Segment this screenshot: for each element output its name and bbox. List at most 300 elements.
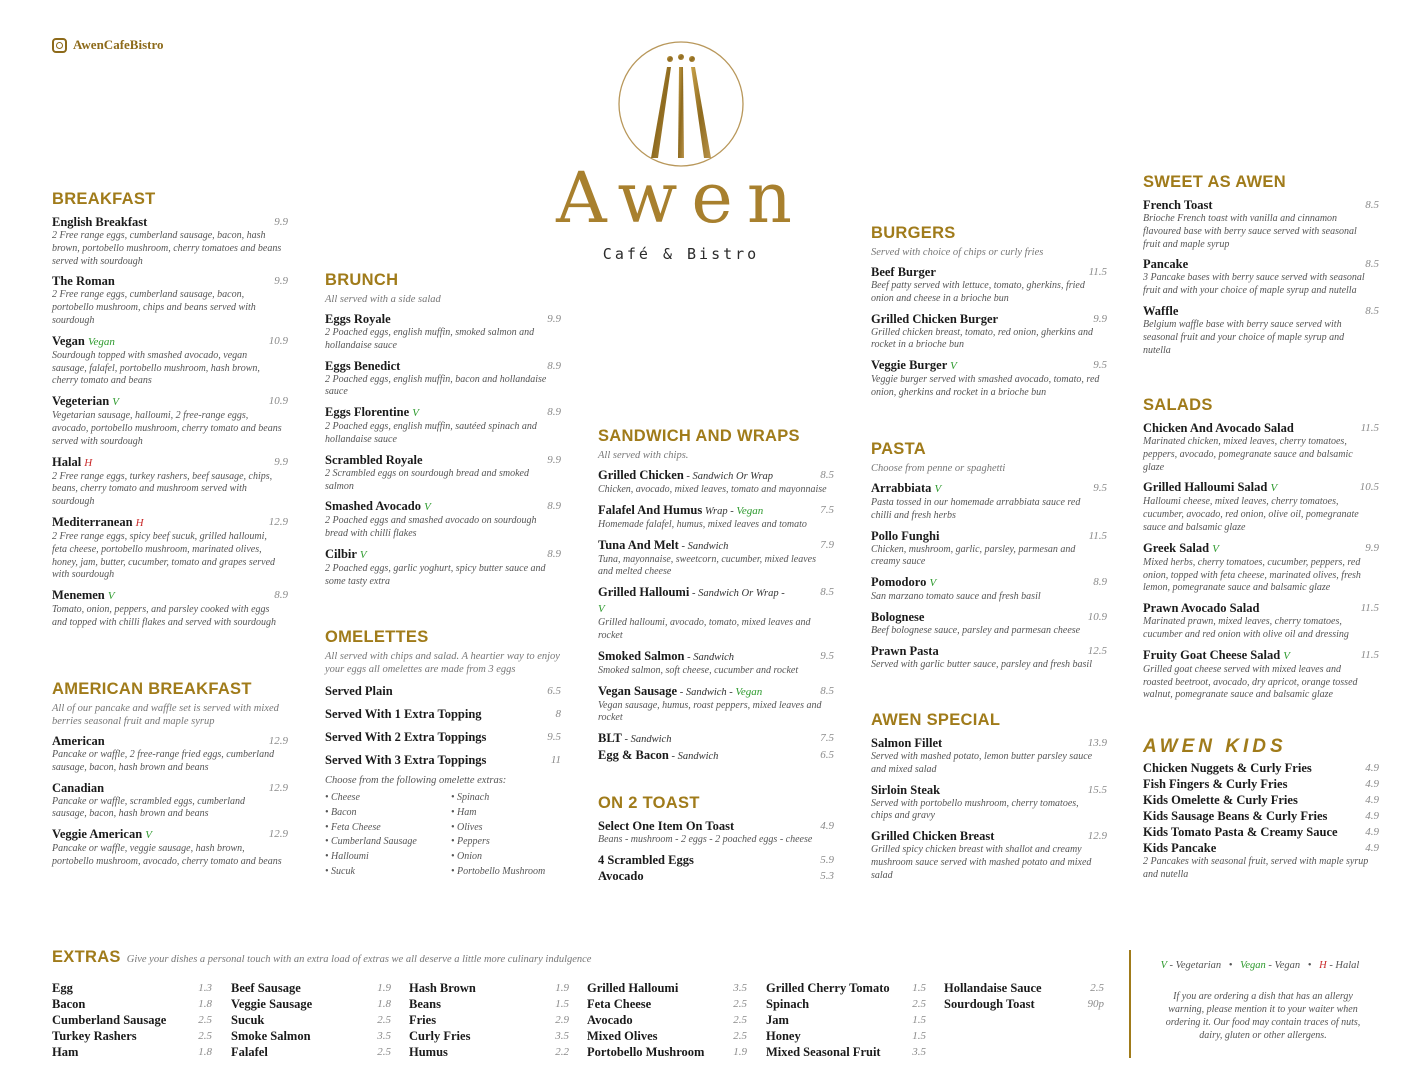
item-name: Menemen (52, 588, 105, 603)
item-price: 11.5 (1360, 422, 1379, 434)
section-note: All served with chips and salad. A heartier way to enjoy your eggs all omelettes are made from 3 eggs (325, 651, 560, 675)
item-price: 4.9 (1365, 810, 1379, 822)
menu-item (598, 819, 834, 847)
halal-key: H (1319, 960, 1327, 971)
extra-name: Humus (409, 1045, 448, 1059)
section-title: SWEET AS AWEN (1143, 173, 1286, 191)
item-desc: Halloumi cheese, mixed leaves, cherry tomatoes, cucumber, avocado, red onion, olive oil, pomegranate sauce and balsamic glaze (1143, 496, 1359, 533)
item-price: 13.9 (1087, 737, 1107, 749)
item-name: Grilled Halloumi (598, 585, 690, 600)
item-name: Served With 3 Extra Toppings (325, 753, 487, 767)
vegetarian-badge: V (598, 603, 605, 616)
item-name: Kids Pancake (1143, 841, 1217, 855)
item-desc: Beans - mushroom - 2 eggs - 2 poached eggs - cheese (598, 834, 813, 845)
item-desc: 2 Free range eggs, turkey rashers, beef sausage, chips, beans, cherry tomato and mushroom served with sourdough (52, 470, 273, 508)
extra-name: Hollandaise Sauce (944, 981, 1042, 995)
menu-item (325, 753, 561, 768)
item-desc: 3 Pancake bases with berry sauce served with seasonal fruit and with your choice of maple syrup and nutella (1143, 272, 1365, 297)
item-desc: Pancake or waffle, scrambled eggs, cumberland sausage, bacon, hash brown and beans (52, 795, 246, 820)
item-price: 8.9 (274, 589, 288, 602)
item-price: 11 (550, 754, 561, 766)
section-title: PASTA (871, 440, 926, 458)
item-price: 10.9 (268, 334, 288, 347)
item-price: 11.5 (1088, 529, 1107, 542)
menu-item (52, 215, 288, 268)
extra-name: Avocado (587, 1013, 633, 1027)
item-desc: Marinated prawn, mixed leaves, cherry tomatoes, cucumber and red onion with olive oil and dressing (1143, 616, 1349, 640)
item-name: Served Plain (325, 684, 393, 698)
section-title: BRUNCH (325, 271, 399, 289)
extra-item (231, 980, 391, 996)
item-desc: Chicken, mushroom, garlic, parsley, parmesan and creamy sauce (871, 543, 1076, 568)
item-desc: Beef patty served with lettuce, tomato, gherkins, fried onion and cheese in a brioche bun (871, 280, 1085, 304)
menu-item (52, 455, 288, 509)
item-desc: Tuna, mayonnaise, sweetcorn, cucumber, mixed leaves and melted cheese (598, 553, 817, 578)
item-type: Wrap (702, 505, 728, 517)
vegetarian-badge: V (950, 360, 957, 373)
section-title: SANDWICH AND WRAPS (598, 427, 800, 445)
sandwich-section (598, 427, 834, 764)
menu-item (871, 829, 1107, 882)
menu-item (325, 684, 561, 699)
item-name: English Breakfast (52, 215, 148, 229)
extra-name: Beef Sausage (231, 981, 301, 995)
extra-price: 1.3 (198, 982, 212, 994)
logo (548, 40, 814, 270)
toast-section (598, 794, 834, 884)
item-name: Scrambled Royale (325, 452, 423, 467)
item-desc: Grilled chicken breast, tomato, red onion, gherkins and rocket in a brioche bun (871, 326, 1094, 351)
menu-item (598, 468, 834, 497)
item-name: BLT (598, 731, 622, 746)
menu-item (52, 827, 288, 869)
extra-name: Portobello Mushroom (587, 1045, 705, 1059)
menu-item (598, 869, 834, 884)
extra-price: 1.5 (912, 982, 926, 994)
allergy-notice: If you are ordering a dish that has an allergy warning, please mention it to your waiter when ordering it. Our food may contain traces of nuts, dairy, gluten or other allergens. (1165, 991, 1361, 1041)
extra-item (587, 1012, 747, 1028)
extra-price: 2.5 (733, 1014, 747, 1026)
kids-section (1143, 736, 1379, 882)
extra-name: Hash Brown (409, 981, 476, 995)
menu-item (871, 265, 1107, 306)
legend-separator: • (1307, 960, 1312, 971)
breakfast-section (52, 190, 288, 630)
item-name: Waffle (1143, 303, 1179, 318)
extra-price: 1.9 (555, 982, 569, 994)
menu-item (52, 734, 288, 775)
extra-name: Veggie Sausage (231, 997, 313, 1011)
extra-name: Beans (409, 997, 441, 1011)
item-price: 7.5 (820, 732, 834, 745)
item-name: Avocado (598, 868, 644, 883)
item-name: Salmon Fillet (871, 736, 943, 750)
item-price: 8.5 (1365, 258, 1379, 271)
item-type: - Sandwich - (677, 686, 736, 698)
omelette-extra: • Halloumi (325, 851, 369, 863)
omelette-extra: • Olives (451, 821, 483, 833)
item-price: 8 (555, 708, 561, 720)
item-desc: Homemade falafel, humus, mixed leaves and tomato (598, 518, 807, 530)
item-price: 4.9 (1365, 794, 1379, 806)
item-name: Falafel And Humus (598, 502, 703, 517)
vegan-badge: Vegan (736, 504, 764, 517)
extra-item (409, 996, 569, 1012)
extra-price: 3.5 (555, 1030, 569, 1042)
item-price: 7.9 (820, 538, 834, 551)
omelette-extras-heading: Choose from the following omelette extras: (325, 775, 507, 786)
item-desc: Grilled goat cheese served with mixed leaves and roasted beetroot, avocado, dry apricot, orange tossed walnut, pomegranate sauce and balsamic glaze (1143, 663, 1358, 701)
extra-item (52, 1012, 212, 1028)
halal-badge: H (84, 456, 93, 469)
menu-item (52, 588, 288, 630)
menu-item (871, 358, 1107, 400)
item-type: - Sandwich (684, 651, 735, 663)
vegetarian-badge: V (1283, 649, 1291, 662)
item-desc: Mixed herbs, cherry tomatoes, cucumber, peppers, red onion, topped with feta cheese, marinated olives, fresh lemon, pomegranate sauce and balsamic glaze (1143, 556, 1361, 594)
extras-column (587, 980, 747, 1060)
item-price: 4.9 (1365, 778, 1379, 790)
item-name: Eggs Royale (325, 312, 391, 326)
item-name: Grilled Chicken Breast (871, 829, 995, 844)
item-price: 12.9 (268, 735, 288, 747)
menu-item (325, 359, 561, 400)
menu-item (1143, 421, 1379, 474)
item-price: 11.5 (1088, 266, 1107, 278)
item-price: 9.9 (274, 455, 288, 468)
menu-item (1143, 809, 1379, 824)
item-name: Grilled Chicken (598, 468, 684, 482)
item-type: - Sandwich Or Wrap (683, 471, 774, 482)
extra-name: Jam (766, 1013, 789, 1027)
menu-item (1143, 648, 1379, 702)
menu-item (1143, 825, 1379, 840)
item-name: Eggs Benedict (325, 358, 401, 373)
item-name: Veggie American (52, 827, 143, 842)
item-desc: Served with garlic butter sauce, parsley and fresh basil (871, 658, 1092, 670)
omelette-extra: • Feta Cheese (325, 821, 381, 833)
item-price: 9.5 (820, 649, 834, 662)
extra-name: Fries (409, 1013, 437, 1027)
section-title: SALADS (1143, 396, 1213, 414)
section-title: EXTRAS (52, 948, 121, 966)
extra-name: Curly Fries (409, 1029, 471, 1043)
item-price: 8.9 (547, 500, 561, 513)
item-desc: Sourdough topped with smashed avocado, vegan sausage, falafel, portobello mushroom, hash brown, cherry tomato and beans (52, 349, 260, 387)
extra-item (52, 1044, 212, 1060)
item-desc: Veggie burger served with smashed avocado, tomato, red onion, gherkins and rocket in a brioche bun (871, 374, 1100, 398)
menu-item (598, 684, 834, 726)
item-price: 5.3 (820, 869, 834, 882)
vegetarian-badge: V (934, 483, 942, 495)
menu-item (1143, 777, 1379, 792)
item-desc: Pancake or waffle, veggie sausage, hash brown, portobello mushroom, avocado, cherry tomato and beans (52, 843, 282, 867)
section-title: AMERICAN BREAKFAST (52, 680, 252, 698)
instagram-icon (52, 38, 67, 53)
item-price: 6.5 (547, 685, 561, 697)
item-desc: 2 Scrambled eggs on sourdough bread and smoked salmon (325, 467, 529, 492)
menu-item (598, 748, 834, 764)
extra-item (409, 1028, 569, 1044)
item-desc: 2 Free range eggs, cumberland sausage, bacon, portobello mushroom, chips and beans served with sourdough (52, 289, 256, 326)
item-price: 8.5 (820, 586, 834, 599)
item-name: Eggs Florentine (325, 405, 410, 420)
item-name: Greek Salad (1143, 540, 1210, 555)
vegetarian-badge: V (929, 577, 937, 590)
vegetarian-badge: V (145, 829, 153, 842)
extra-price: 2.5 (733, 1030, 747, 1042)
menu-item (871, 481, 1107, 523)
menu-item (325, 730, 561, 745)
extra-name: Falafel (231, 1045, 268, 1059)
item-name: Pollo Funghi (871, 528, 940, 543)
item-price: 12.9 (268, 781, 288, 794)
item-price: 8.9 (547, 406, 561, 419)
omelette-extra: • Portobello Mushroom (451, 865, 546, 877)
vertical-divider (1129, 950, 1131, 1058)
item-name: Chicken Nuggets & Curly Fries (1143, 761, 1312, 775)
extras-column (766, 980, 926, 1060)
item-price: 4.9 (1365, 762, 1379, 774)
menu-item (1143, 257, 1379, 298)
item-desc: 2 Poached eggs, english muffin, bacon and hollandaise sauce (325, 373, 547, 398)
menu-item (598, 585, 834, 643)
extras-column (231, 980, 391, 1060)
section-note: Give your dishes a personal touch with an extra load of extras we all deserve a little more culinary indulgence (126, 954, 592, 965)
item-price: 8.9 (547, 547, 561, 560)
extra-price: 1.8 (377, 998, 391, 1010)
item-price: 10.5 (1359, 481, 1379, 494)
vegan-key: Vegan (1240, 960, 1266, 971)
item-name: Grilled Chicken Burger (871, 311, 999, 326)
item-name: Prawn Avocado Salad (1143, 601, 1260, 616)
item-price: 8.9 (547, 359, 561, 372)
item-price: 9.5 (1093, 359, 1107, 372)
item-desc: Belgium waffle base with berry sauce served with seasonal fruit and your choice of maple syrup and nutella (1143, 318, 1345, 356)
sweet-section (1143, 173, 1379, 357)
extra-item (231, 1028, 391, 1044)
extra-price: 2.5 (198, 1014, 212, 1026)
extra-item (52, 1028, 212, 1044)
instagram-handle-text: AwenCafeBistro (73, 37, 164, 52)
item-name: Vegan Sausage (598, 683, 678, 698)
item-type: - Sandwich (678, 540, 729, 552)
instagram-handle[interactable] (52, 37, 164, 53)
extra-item (766, 1044, 926, 1060)
item-name: Mediterranean (52, 514, 133, 529)
item-desc: 2 Poached eggs and smashed avocado on sourdough bread with chilli flakes (325, 515, 537, 540)
item-type: - Sandwich (621, 734, 672, 746)
item-desc: Pancake or waffle, 2 free-range fried eggs, cumberland sausage, bacon, hash brown and beans (52, 749, 275, 773)
extra-price: 3.5 (912, 1046, 926, 1058)
menu-item (52, 781, 288, 822)
item-name: Cilbir (325, 546, 357, 561)
extra-price: 2.5 (198, 1030, 212, 1042)
extra-price: 1.5 (912, 1030, 926, 1042)
item-price: 11.5 (1360, 648, 1379, 661)
extra-price: 1.9 (377, 982, 391, 994)
brunch-section (325, 271, 561, 589)
item-name: Egg & Bacon (598, 748, 669, 763)
item-name: Smoked Salmon (598, 648, 685, 663)
item-desc: Brioche French toast with vanilla and cinnamon flavoured base with berry sauce served with seasonal fruit and maple syrup (1143, 213, 1357, 250)
menu-item (871, 644, 1107, 672)
item-desc: 2 Free range eggs, cumberland sausage, bacon, hash brown, portobello mushroom, cherry tomatoes and beans served with sourdough (52, 230, 282, 267)
halal-label: - Halal (1326, 960, 1360, 971)
menu-item (871, 529, 1107, 570)
special-section (871, 711, 1107, 883)
section-note: Choose from penne or spaghetti (871, 463, 1006, 474)
item-name: Tuna And Melt (598, 537, 679, 552)
vegetarian-badge: V (1212, 542, 1219, 555)
extra-item (409, 1044, 569, 1060)
item-desc: 2 Pancakes with seasonal fruit, served with maple syrup and nutella (1143, 856, 1369, 880)
extra-item (587, 1028, 747, 1044)
menu-item (52, 394, 288, 448)
menu-item (1143, 841, 1379, 882)
item-name: Sirloin Steak (871, 782, 941, 797)
vegetarian-badge: V (359, 548, 367, 561)
extra-item (409, 1012, 569, 1028)
legend-separator: • (1228, 960, 1233, 971)
item-name: Fruity Goat Cheese Salad (1143, 647, 1281, 662)
item-price: 8.5 (1365, 304, 1379, 317)
extra-name: Mixed Olives (587, 1029, 658, 1043)
item-desc: Chicken, avocado, mixed leaves, tomato and mayonnaise (598, 484, 827, 495)
item-desc: Vegan sausage, humus, roast peppers, mixed leaves and rocket (598, 699, 822, 724)
item-price: 9.9 (547, 453, 561, 466)
menu-item (325, 707, 561, 722)
item-desc: San marzano tomato sauce and fresh basil (871, 591, 1041, 603)
item-name: Served With 1 Extra Topping (325, 707, 482, 721)
item-desc: Tomato, onion, peppers, and parsley cooked with eggs and topped with chilli flakes and served with sourdough (52, 604, 277, 628)
item-price: 8.5 (820, 684, 834, 697)
item-name: Kids Sausage Beans & Curly Fries (1143, 809, 1328, 823)
menu-item (52, 334, 288, 388)
logo-emblem-icon (548, 40, 814, 170)
extra-name: Egg (52, 981, 73, 995)
section-title: BREAKFAST (52, 190, 156, 208)
item-name: Select One Item On Toast (598, 819, 735, 833)
menu-item (598, 649, 834, 678)
extra-price: 2.5 (1090, 982, 1104, 994)
section-note: All served with chips. (598, 450, 689, 461)
menu-item (325, 405, 561, 447)
pasta-section (871, 440, 1107, 672)
extra-name: Honey (766, 1029, 801, 1043)
extra-price: 2.5 (377, 1046, 391, 1058)
brand-tagline: Café & Bistro (602, 245, 760, 263)
item-name: Smashed Avocado (325, 499, 421, 514)
american-breakfast-section (52, 680, 288, 869)
item-name: Beef Burger (871, 265, 936, 279)
extra-item (52, 996, 212, 1012)
menu-item (871, 783, 1107, 824)
extra-name: Grilled Cherry Tomato (766, 981, 890, 995)
extra-name: Spinach (766, 997, 810, 1011)
extra-price: 3.5 (377, 1030, 391, 1042)
item-price: 8.5 (820, 469, 834, 481)
omelette-extra: • Sucuk (325, 865, 355, 877)
vegetarian-badge: V (112, 396, 120, 409)
item-desc: Served with mashed potato, lemon butter parsley sauce and mixed salad (871, 751, 1093, 775)
omelette-extras-list (325, 791, 561, 880)
section-title: BURGERS (871, 224, 956, 242)
extra-name: Turkey Rashers (52, 1029, 137, 1043)
menu-item (598, 731, 834, 747)
extra-price: 1.9 (733, 1046, 747, 1058)
item-price: 9.5 (547, 731, 561, 743)
item-price: 15.5 (1087, 783, 1107, 796)
item-name: Pancake (1143, 257, 1189, 272)
item-price: 9.9 (547, 313, 561, 325)
item-price: 5.9 (820, 853, 834, 866)
menu-item (325, 453, 561, 494)
item-price: 11.5 (1360, 602, 1379, 615)
menu-item (1143, 304, 1379, 357)
menu-item (1143, 541, 1379, 595)
extra-item (766, 1012, 926, 1028)
item-price: 4.9 (1365, 842, 1379, 854)
menu-item (1143, 198, 1379, 251)
extra-price: 2.5 (377, 1014, 391, 1026)
item-price: 6.5 (820, 749, 834, 762)
extras-column (944, 980, 1104, 1012)
item-price: 10.9 (268, 395, 288, 408)
menu-item (52, 515, 288, 582)
vegetarian-badge: V (107, 590, 115, 603)
extra-item (52, 980, 212, 996)
extra-item (587, 1044, 747, 1060)
item-desc: Grilled spicy chicken breast with shallot and creamy mushroom sauce served with mashed potato and mixed salad (871, 844, 1092, 881)
vegetarian-key: V (1160, 960, 1167, 971)
extra-price: 90p (1087, 998, 1104, 1010)
menu-item (325, 499, 561, 541)
extra-item (766, 1028, 926, 1044)
item-name: Fish Fingers & Curly Fries (1143, 777, 1288, 791)
omelettes-section (325, 628, 561, 880)
extras-column (52, 980, 212, 1060)
item-price: 12.9 (268, 515, 288, 528)
item-price: 9.5 (1093, 482, 1107, 494)
menu-item (325, 547, 561, 589)
item-desc: 2 Poached eggs, english muffin, smoked salmon and hollandaise sauce (325, 327, 535, 351)
vegetarian-badge: V (1270, 482, 1278, 495)
omelette-extra: • Peppers (451, 836, 490, 848)
menu-item (325, 312, 561, 353)
extra-name: Bacon (52, 997, 86, 1011)
item-type-separator: - (727, 505, 737, 517)
item-name: Veggie Burger (871, 358, 948, 373)
vegan-badge: Vegan (88, 335, 115, 348)
item-name: French Toast (1143, 198, 1213, 212)
item-desc: Beef bolognese sauce, parsley and parmesan cheese (871, 624, 1081, 636)
extra-price: 1.8 (198, 1046, 212, 1058)
vegan-label: - Vegan (1265, 960, 1301, 971)
extra-item (944, 980, 1104, 996)
extra-name: Mixed Seasonal Fruit (766, 1045, 881, 1059)
section-title: ON 2 TOAST (598, 794, 700, 812)
item-price: 4.9 (1365, 826, 1379, 838)
extra-item (231, 1012, 391, 1028)
section-note: All of our pancake and waffle set is served with mixed berries seasonal fruit and maple syrup (52, 703, 279, 727)
extra-price: 1.8 (198, 998, 212, 1010)
vegetarian-badge: V (412, 407, 420, 420)
item-price: 12.9 (268, 828, 288, 841)
vegetarian-badge: V (424, 501, 431, 514)
item-name: The Roman (52, 274, 115, 289)
extra-item (766, 980, 926, 996)
